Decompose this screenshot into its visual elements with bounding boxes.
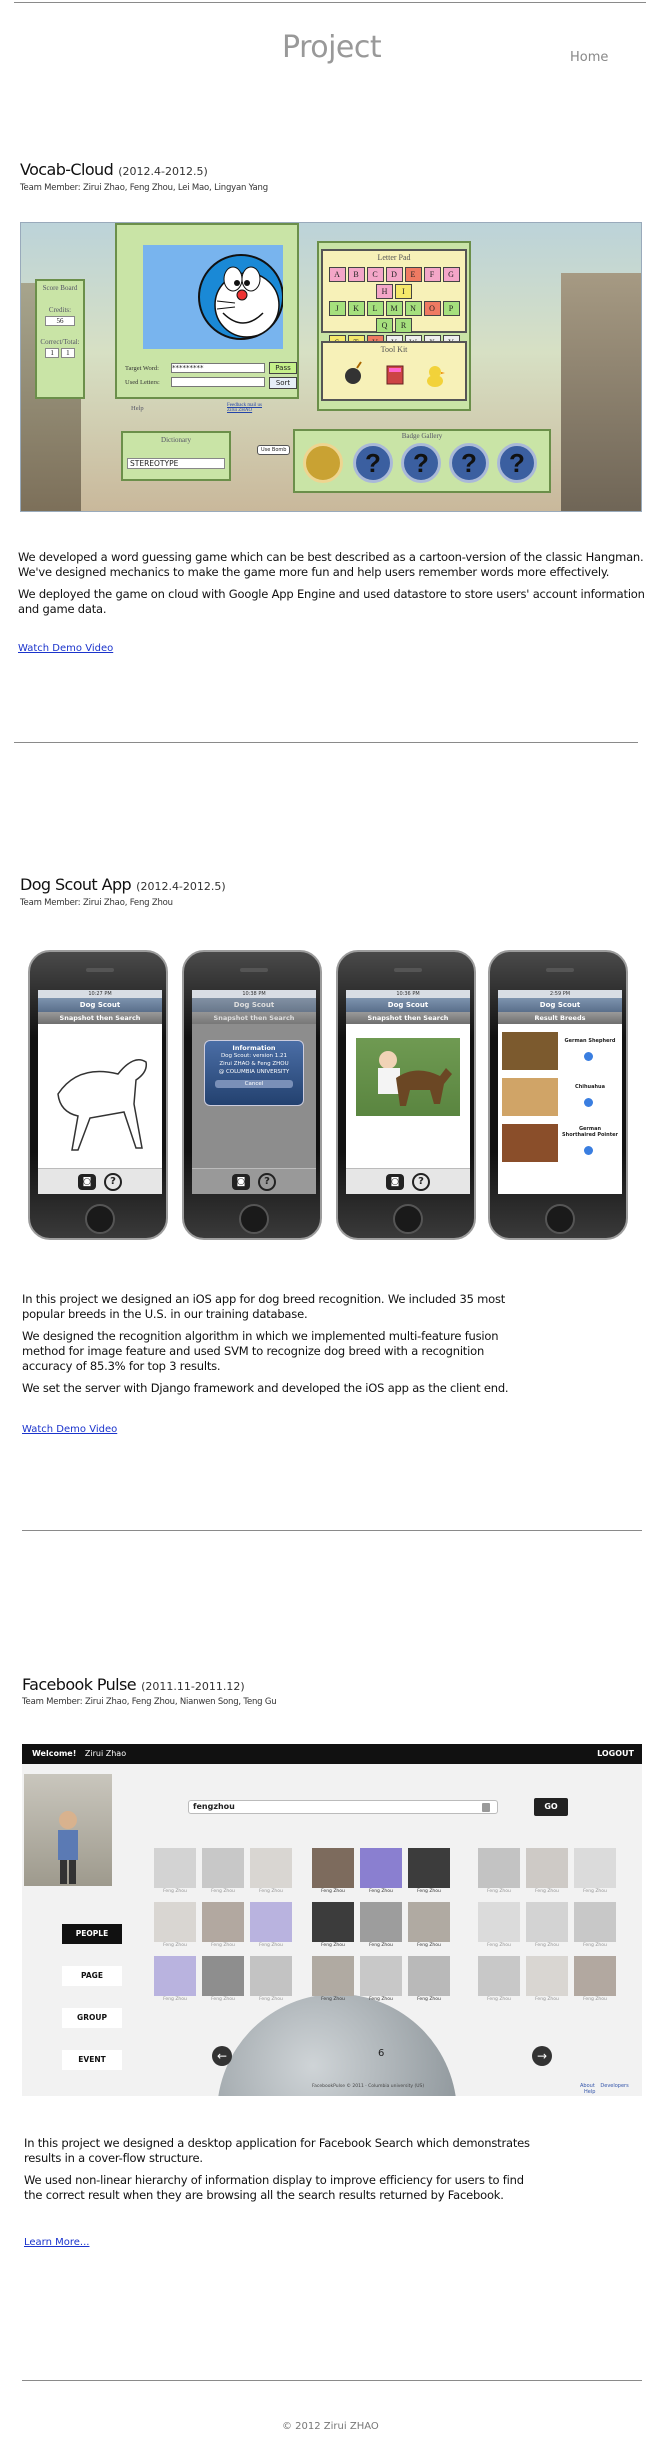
info-title: Information — [232, 1044, 276, 1052]
camera-icon[interactable]: ◙ — [78, 1174, 96, 1190]
correct-value: 1 — [45, 348, 59, 358]
result-thumb — [502, 1124, 558, 1162]
letter-key-m[interactable]: M — [386, 301, 403, 316]
result-row[interactable] — [502, 1030, 618, 1072]
section-divider — [14, 742, 638, 743]
help-icon[interactable]: ? — [258, 1173, 276, 1191]
nav-bar: Dog Scout — [192, 998, 316, 1012]
result-thumbnail[interactable] — [360, 1956, 402, 1996]
badge-locked[interactable]: ? — [401, 443, 441, 483]
result-label: Chihuahua — [575, 1084, 605, 1090]
result-caption: Feng Zhou — [583, 1997, 607, 2002]
result-caption: Feng Zhou — [259, 1889, 283, 1894]
project-team: Team Member: Zirui Zhao, Feng Zhou, Nianwen Song, Teng Gu — [22, 1697, 277, 1707]
result-thumbnail[interactable] — [574, 1902, 616, 1942]
result-caption: Feng Zhou — [259, 1997, 283, 2002]
description-paragraph: We deployed the game on cloud with Google App Engine and used datastore to store users' account information and game data. — [18, 587, 645, 616]
result-thumbnail[interactable] — [250, 1956, 292, 1996]
result-thumbnail[interactable] — [478, 1902, 520, 1942]
letter-key-j[interactable]: J — [329, 301, 346, 316]
welcome-text: Welcome! — [32, 1749, 77, 1758]
result-caption: Feng Zhou — [535, 1943, 559, 1948]
sidebar-item-event[interactable]: EVENT — [62, 2050, 122, 2070]
facebook-pulse-screenshot — [22, 1744, 642, 2096]
dictionary-title: Dictionary — [161, 436, 191, 444]
site-title: Project — [282, 30, 382, 65]
letter-key-h[interactable]: H — [376, 284, 393, 299]
score-board-title: Score Board — [42, 284, 78, 292]
phone-speaker — [394, 968, 422, 972]
result-caption: Feng Zhou — [163, 1997, 187, 2002]
badge-earned[interactable] — [303, 443, 343, 483]
result-thumbnail[interactable] — [360, 1902, 402, 1942]
prev-arrow-icon[interactable]: ← — [212, 2046, 232, 2066]
result-thumbnail[interactable] — [408, 1956, 450, 1996]
sub-bar: Snapshot then Search — [346, 1012, 470, 1024]
letter-pad — [321, 249, 467, 333]
detail-disclosure-icon[interactable] — [584, 1146, 593, 1155]
sub-bar: Result Breeds — [498, 1012, 622, 1024]
result-thumbnail[interactable] — [250, 1848, 292, 1888]
top-rule — [14, 2, 646, 3]
result-thumbnail[interactable] — [312, 1848, 354, 1888]
result-thumbnail[interactable] — [360, 1848, 402, 1888]
next-arrow-icon[interactable]: → — [532, 2046, 552, 2066]
result-thumbnail[interactable] — [574, 1848, 616, 1888]
search-input[interactable]: fengzhou — [188, 1800, 498, 1814]
target-word-label: Target Word: — [125, 365, 159, 372]
sub-bar: Snapshot then Search — [38, 1012, 162, 1024]
background-house-right — [561, 273, 641, 512]
learn-more-link[interactable]: Learn More... — [24, 2237, 90, 2248]
info-line: Zirui ZHAO & Feng ZHOU — [219, 1061, 289, 1067]
project-title: Facebook Pulse — [22, 1675, 136, 1694]
home-link[interactable]: Home — [570, 50, 609, 65]
app-top-bar — [22, 1744, 642, 1764]
help-link[interactable]: Help — [131, 405, 144, 412]
phone-screenshot — [336, 950, 476, 1240]
phone-screen — [192, 990, 316, 1194]
status-bar: 10:38 PM — [192, 990, 316, 998]
page-number: 6 — [378, 2048, 385, 2059]
result-thumbnail[interactable] — [312, 1956, 354, 1996]
project-description-facebook-pulse — [24, 2136, 534, 2210]
letter-pad-title: Letter Pad — [377, 253, 411, 262]
result-label: German Shepherd — [564, 1038, 616, 1044]
result-thumbnail[interactable] — [408, 1902, 450, 1942]
result-caption: Feng Zhou — [321, 1943, 345, 1948]
result-caption: Feng Zhou — [369, 1943, 393, 1948]
letter-key-d[interactable]: D — [386, 267, 403, 282]
badge-locked[interactable]: ? — [497, 443, 537, 483]
sidebar-item-people[interactable]: PEOPLE — [62, 1924, 122, 1944]
dictionary — [121, 431, 231, 481]
dog-photo — [356, 1038, 460, 1116]
description-paragraph: In this project we designed an iOS app for dog breed recognition. We included 35 most popular breeds in the U.S. in our training database. — [22, 1292, 506, 1321]
camera-toolbar — [38, 1168, 162, 1194]
badge-gallery-title: Badge Gallery — [401, 432, 443, 440]
description-paragraph: We used non-linear hierarchy of information display to improve efficiency for users to find the correct result when they are browsing all the search results returned by Facebook. — [24, 2173, 524, 2202]
result-thumbnail[interactable] — [154, 1902, 196, 1942]
result-thumbnail[interactable] — [202, 1902, 244, 1942]
result-thumb — [502, 1032, 558, 1070]
result-thumbnail[interactable] — [526, 1902, 568, 1942]
result-caption: Feng Zhou — [369, 1889, 393, 1894]
badge-locked[interactable]: ? — [449, 443, 489, 483]
result-caption: Feng Zhou — [321, 1889, 345, 1894]
description-paragraph: We designed the recognition algorithm in which we implemented multi-feature fusion method for image feature and used SVM to recognize dog breed with a recognition accuracy of 85.3% for top 3 results. — [22, 1329, 499, 1373]
sort-button[interactable]: Sort — [269, 377, 297, 389]
result-caption: Feng Zhou — [583, 1943, 607, 1948]
result-thumbnail[interactable] — [526, 1848, 568, 1888]
result-caption: Feng Zhou — [211, 1889, 235, 1894]
phone-screen — [38, 990, 162, 1194]
footer-link-about[interactable]: About — [580, 2083, 595, 2089]
info-line: @ COLUMBIA UNIVERSITY — [218, 1069, 290, 1075]
score-board — [35, 279, 85, 399]
home-button — [393, 1204, 423, 1234]
tool-kit-title: Tool Kit — [380, 345, 408, 354]
feedback-link[interactable]: Feedback mail us Zirui ZHAO — [227, 403, 262, 413]
camera-icon[interactable]: ◙ — [232, 1174, 250, 1190]
letter-key-a[interactable]: A — [329, 267, 346, 282]
clear-search-icon[interactable] — [482, 1803, 490, 1812]
help-icon[interactable]: ? — [104, 1173, 122, 1191]
result-caption: Feng Zhou — [417, 1997, 441, 2002]
home-button — [545, 1204, 575, 1234]
sidebar-item-page[interactable]: PAGE — [62, 1966, 122, 1986]
result-label: German Shorthaired Pointer — [562, 1126, 618, 1138]
help-icon[interactable]: ? — [412, 1173, 430, 1191]
dictionary-field[interactable]: STEREOTYPE — [127, 458, 225, 469]
person-photo-icon — [24, 1774, 112, 1886]
letter-key-k[interactable]: K — [348, 301, 365, 316]
profile-photo — [24, 1774, 112, 1886]
result-caption: Feng Zhou — [321, 1997, 345, 2002]
used-letters-label: Used Letters: — [125, 379, 160, 386]
chick-icon[interactable] — [427, 366, 445, 387]
result-row[interactable] — [502, 1122, 618, 1164]
badge-gallery — [293, 429, 551, 493]
description-paragraph: We developed a word guessing game which can be best described as a cartoon-version of the classic Hangman. We've designed mechanics to make the game more fun and help users remember words more effectively. — [18, 550, 644, 579]
phone-screenshot — [182, 950, 322, 1240]
total-value: 1 — [61, 348, 75, 358]
user-name: Zirui Zhao — [84, 1749, 127, 1758]
project-title: Dog Scout App — [20, 875, 132, 894]
watch-demo-video-link[interactable]: Watch Demo Video — [22, 1424, 118, 1435]
sub-bar: Snapshot then Search — [192, 1012, 316, 1024]
badge-locked[interactable]: ? — [353, 443, 393, 483]
result-row[interactable] — [502, 1076, 618, 1118]
description-paragraph: We set the server with Django framework and developed the iOS app as the client end. — [22, 1381, 509, 1395]
result-caption: Feng Zhou — [583, 1889, 607, 1894]
watch-demo-video-link[interactable]: Watch Demo Video — [18, 643, 114, 654]
description-paragraph: In this project we designed a desktop application for Facebook Search which demonstrates results in a cover-flow structure. — [24, 2136, 530, 2165]
home-button — [85, 1204, 115, 1234]
project-title-dog-scout — [20, 875, 226, 894]
letter-key-p[interactable]: P — [443, 301, 460, 316]
result-caption: Feng Zhou — [163, 1943, 187, 1948]
result-thumbnail[interactable] — [202, 1956, 244, 1996]
credits-label: Credits: — [48, 306, 72, 314]
result-thumbnail[interactable] — [312, 1902, 354, 1942]
footer-copyright: © 2012 Zirui ZHAO — [282, 2421, 379, 2432]
camera-toolbar — [192, 1168, 316, 1194]
result-thumbnail[interactable] — [408, 1848, 450, 1888]
credits-value: 56 — [45, 316, 75, 326]
footer-link-help[interactable]: Help — [584, 2089, 596, 2095]
result-caption: Feng Zhou — [487, 1943, 511, 1948]
target-word-field[interactable]: ********* — [171, 363, 265, 373]
logout-button[interactable]: LOGOUT — [597, 1749, 634, 1758]
result-thumbnail[interactable] — [154, 1956, 196, 1996]
project-title-facebook-pulse — [22, 1675, 245, 1694]
letter-key-e[interactable]: E — [405, 267, 422, 282]
phone-screenshot — [488, 950, 628, 1240]
result-caption: Feng Zhou — [535, 1889, 559, 1894]
section-divider — [22, 1530, 642, 1531]
result-caption: Feng Zhou — [487, 1889, 511, 1894]
result-caption: Feng Zhou — [211, 1997, 235, 2002]
vocab-cloud-screenshot — [20, 222, 642, 512]
use-bomb-balloon: Use Bomb — [257, 445, 290, 455]
letter-key-i[interactable]: I — [395, 284, 412, 299]
phone-speaker — [546, 968, 574, 972]
app-copyright: FacebookPulse © 2011 · Columbia university (US) — [312, 2084, 425, 2089]
footer-link-developers[interactable]: Developers — [600, 2083, 629, 2089]
nav-bar: Dog Scout — [498, 998, 622, 1012]
status-bar: 10:36 PM — [346, 990, 470, 998]
project-date: (2012.4-2012.5) — [136, 880, 226, 893]
result-thumbnail[interactable] — [478, 1848, 520, 1888]
project-title: Vocab-Cloud — [20, 160, 114, 179]
result-caption: Feng Zhou — [369, 1997, 393, 2002]
phone-screenshot — [28, 950, 168, 1240]
result-thumbnail[interactable] — [478, 1956, 520, 1996]
detail-disclosure-icon[interactable] — [584, 1052, 593, 1061]
result-thumb — [502, 1078, 558, 1116]
camera-icon[interactable]: ◙ — [386, 1174, 404, 1190]
result-caption: Feng Zhou — [211, 1943, 235, 1948]
letter-key-n[interactable]: N — [405, 301, 422, 316]
letter-key-c[interactable]: C — [367, 267, 384, 282]
phone-screen — [498, 990, 622, 1194]
result-thumbnail[interactable] — [526, 1956, 568, 1996]
project-date: (2012.4-2012.5) — [118, 165, 208, 178]
detail-disclosure-icon[interactable] — [584, 1098, 593, 1107]
phone-speaker — [240, 968, 268, 972]
section-divider — [22, 2380, 642, 2381]
tool-kit — [321, 341, 467, 401]
german-shepherd-photo-icon — [356, 1038, 460, 1116]
doraemon-icon — [143, 245, 283, 349]
result-caption: Feng Zhou — [417, 1889, 441, 1894]
result-caption: Feng Zhou — [163, 1889, 187, 1894]
result-caption: Feng Zhou — [535, 1997, 559, 2002]
app-footer-links — [580, 2083, 642, 2095]
letter-key-l[interactable]: L — [367, 301, 384, 316]
phone-speaker — [86, 968, 114, 972]
letter-key-f[interactable]: F — [424, 267, 441, 282]
letter-key-r[interactable]: R — [395, 318, 412, 333]
project-description-vocab-cloud — [18, 550, 646, 624]
tool-kit-items — [323, 354, 469, 394]
result-thumbnail[interactable] — [574, 1956, 616, 1996]
phone-screen — [346, 990, 470, 1194]
project-date: (2011.11-2011.12) — [141, 1680, 245, 1693]
info-cancel-button[interactable]: Cancel — [215, 1080, 293, 1088]
result-thumbnail[interactable] — [154, 1848, 196, 1888]
home-button — [239, 1204, 269, 1234]
project-description-dog-scout — [22, 1292, 532, 1403]
info-dialog — [204, 1040, 304, 1106]
sidebar-item-group[interactable]: GROUP — [62, 2008, 122, 2028]
letter-key-q[interactable]: Q — [376, 318, 393, 333]
bomb-icon[interactable] — [345, 362, 361, 384]
result-caption: Feng Zhou — [417, 1943, 441, 1948]
project-title-vocab-cloud — [20, 160, 208, 179]
status-bar: 2:59 PM — [498, 990, 622, 998]
cartoon-image — [143, 245, 283, 349]
camera-toolbar — [346, 1168, 470, 1194]
letter-key-g[interactable]: G — [443, 267, 460, 282]
result-thumbnail[interactable] — [202, 1848, 244, 1888]
project-team: Team Member: Zirui Zhao, Feng Zhou, Lei Mao, Lingyan Yang — [20, 183, 268, 193]
globe-background — [217, 1994, 457, 2096]
correct-total-label: Correct/Total: — [40, 338, 80, 346]
go-button[interactable]: GO — [534, 1798, 568, 1816]
result-caption: Feng Zhou — [487, 1997, 511, 2002]
info-line: Dog Scout: version 1.21 — [220, 1053, 288, 1059]
result-thumbnail[interactable] — [250, 1902, 292, 1942]
project-team: Team Member: Zirui Zhao, Feng Zhou — [20, 898, 173, 908]
pass-button[interactable]: Pass — [269, 362, 297, 374]
nav-bar: Dog Scout — [346, 998, 470, 1012]
dog-sketch-icon — [38, 1024, 162, 1174]
book-icon[interactable] — [387, 366, 403, 384]
letter-key-o[interactable]: O — [424, 301, 441, 316]
result-caption: Feng Zhou — [259, 1943, 283, 1948]
status-bar: 10:27 PM — [38, 990, 162, 998]
nav-bar: Dog Scout — [38, 998, 162, 1012]
game-panel — [115, 223, 299, 399]
letter-key-b[interactable]: B — [348, 267, 365, 282]
used-letters-field[interactable] — [171, 377, 265, 387]
